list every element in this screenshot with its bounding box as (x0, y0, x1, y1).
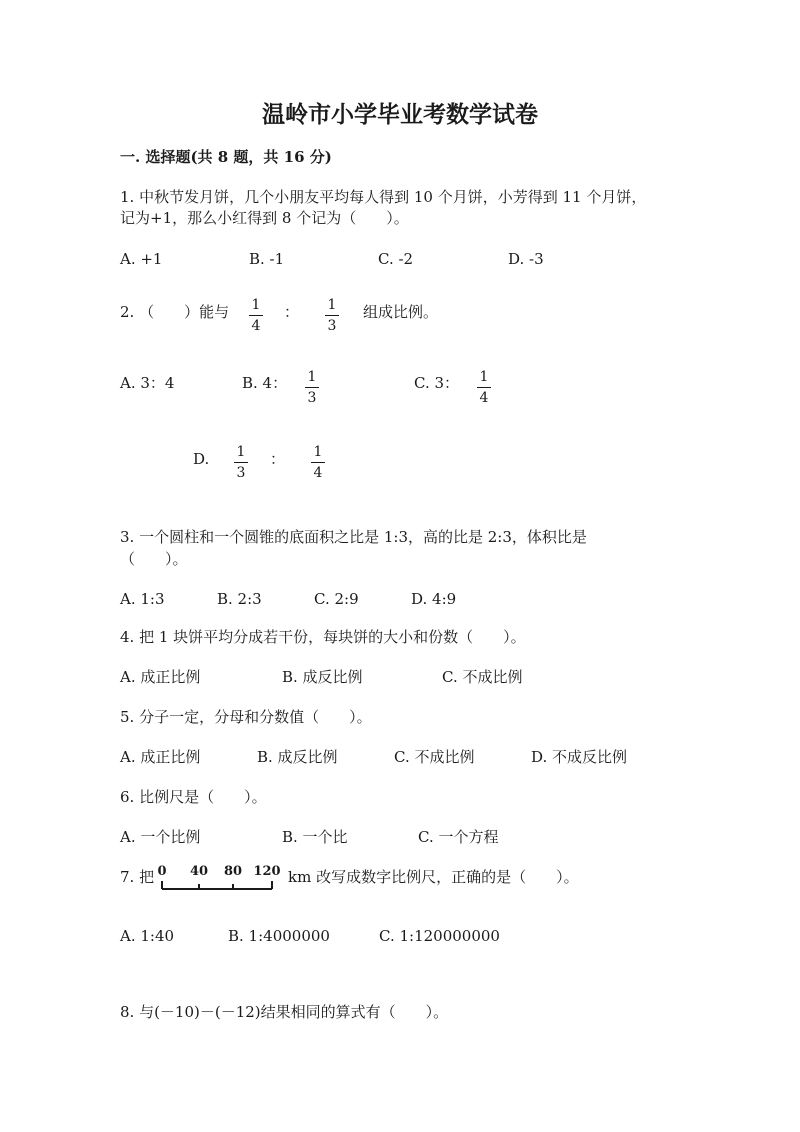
fraction-numerator: 1 (251, 297, 261, 313)
fraction-denominator: 4 (251, 318, 261, 334)
fraction-bar (305, 387, 319, 388)
fraction-bar (311, 462, 325, 463)
question-3-line-2: （ ）。 (120, 550, 188, 568)
fraction-denominator: 4 (479, 390, 489, 406)
exam-title: 温岭市小学毕业考数学试卷 (262, 101, 538, 128)
question-2-suffix: 组成比例。 (363, 303, 439, 321)
question-5-text: 5. 分子一定，分母和分数值（ ）。 (120, 708, 372, 726)
question-7-option-b: B. 1:4000000 (228, 927, 330, 945)
question-1-line-2: 记为+1，那么小红得到 8 个记为（ ）。 (120, 209, 409, 227)
question-7-option-c: C. 1:120000000 (379, 927, 500, 945)
question-8-text: 8. 与(－10)－(－12)结果相同的算式有（ ）。 (120, 1003, 449, 1021)
question-6-option-a: A. 一个比例 (120, 828, 201, 846)
question-7-prefix: 7. 把 (120, 868, 155, 886)
question-3-line-1: 3. 一个圆柱和一个圆锥的底面积之比是 1:3，高的比是 2:3，体积比是 (120, 528, 587, 546)
question-5-option-c: C. 不成比例 (394, 748, 475, 766)
question-2-fraction-one-quarter (249, 298, 263, 333)
question-2-option-d-colon: ： (270, 450, 286, 468)
question-4-option-c: C. 不成比例 (442, 668, 523, 686)
scale-label-40: 40 (189, 864, 209, 879)
question-5-option-a: A. 成正比例 (120, 748, 201, 766)
question-4-text: 4. 把 1 块饼平均分成若干份，每块饼的大小和份数（ ）。 (120, 628, 526, 646)
question-6-text: 6. 比例尺是（ ）。 (120, 788, 267, 806)
fraction-denominator: 3 (236, 465, 246, 481)
question-2-option-a: A. 3：4 (120, 374, 175, 392)
question-4-option-a: A. 成正比例 (120, 668, 201, 686)
question-2-option-c-label: C. 3： (414, 374, 460, 392)
fraction-denominator: 3 (307, 390, 317, 406)
fraction-bar (477, 387, 491, 388)
scale-label-80: 80 (223, 864, 243, 879)
question-6-option-b: B. 一个比 (282, 828, 348, 846)
fraction-denominator: 3 (327, 318, 337, 334)
question-2-option-c-fraction (477, 370, 491, 405)
line-scale-bar (155, 862, 285, 894)
question-1-option-c: C. -2 (378, 250, 414, 268)
question-6-option-c: C. 一个方程 (418, 828, 499, 846)
fraction-numerator: 1 (236, 444, 246, 460)
question-2-fraction-one-third (325, 298, 339, 333)
question-1-option-d: D. -3 (508, 250, 544, 268)
question-1-line-1: 1. 中秋节发月饼，几个小朋友平均每人得到 10 个月饼，小芳得到 11 个月饼， (120, 188, 647, 206)
fraction-bar (249, 315, 263, 316)
question-2-option-d-label: D. (193, 450, 210, 468)
scale-label-0: 0 (157, 864, 167, 879)
fraction-bar (234, 462, 248, 463)
question-5-option-d: D. 不成反比例 (531, 748, 628, 766)
question-2-prefix: 2. （ ）能与 (120, 303, 230, 321)
question-2-option-b-fraction (305, 370, 319, 405)
scale-label-120: 120 (253, 864, 281, 879)
fraction-numerator: 1 (313, 444, 323, 460)
section-heading: 一. 选择题(共 8 题，共 16 分) (120, 148, 332, 166)
question-5-option-b: B. 成反比例 (257, 748, 338, 766)
question-3-option-c: C. 2:9 (314, 590, 359, 608)
question-1-option-a: A. +1 (120, 250, 163, 268)
fraction-numerator: 1 (479, 369, 489, 385)
question-7-suffix: km 改写成数字比例尺，正确的是（ ）。 (288, 868, 579, 886)
question-3-option-a: A. 1:3 (120, 590, 165, 608)
question-3-option-d: D. 4:9 (411, 590, 457, 608)
fraction-numerator: 1 (327, 297, 337, 313)
question-3-option-b: B. 2:3 (217, 590, 262, 608)
question-4-option-b: B. 成反比例 (282, 668, 363, 686)
question-7-option-a: A. 1:40 (120, 927, 175, 945)
question-2-option-d-fraction-b (311, 445, 325, 480)
fraction-denominator: 4 (313, 465, 323, 481)
question-2-option-d-fraction-a (234, 445, 248, 480)
fraction-bar (325, 315, 339, 316)
fraction-numerator: 1 (307, 369, 317, 385)
question-1-option-b: B. -1 (249, 250, 285, 268)
question-2-colon: ： (284, 303, 300, 321)
question-2-option-b-label: B. 4： (242, 374, 288, 392)
